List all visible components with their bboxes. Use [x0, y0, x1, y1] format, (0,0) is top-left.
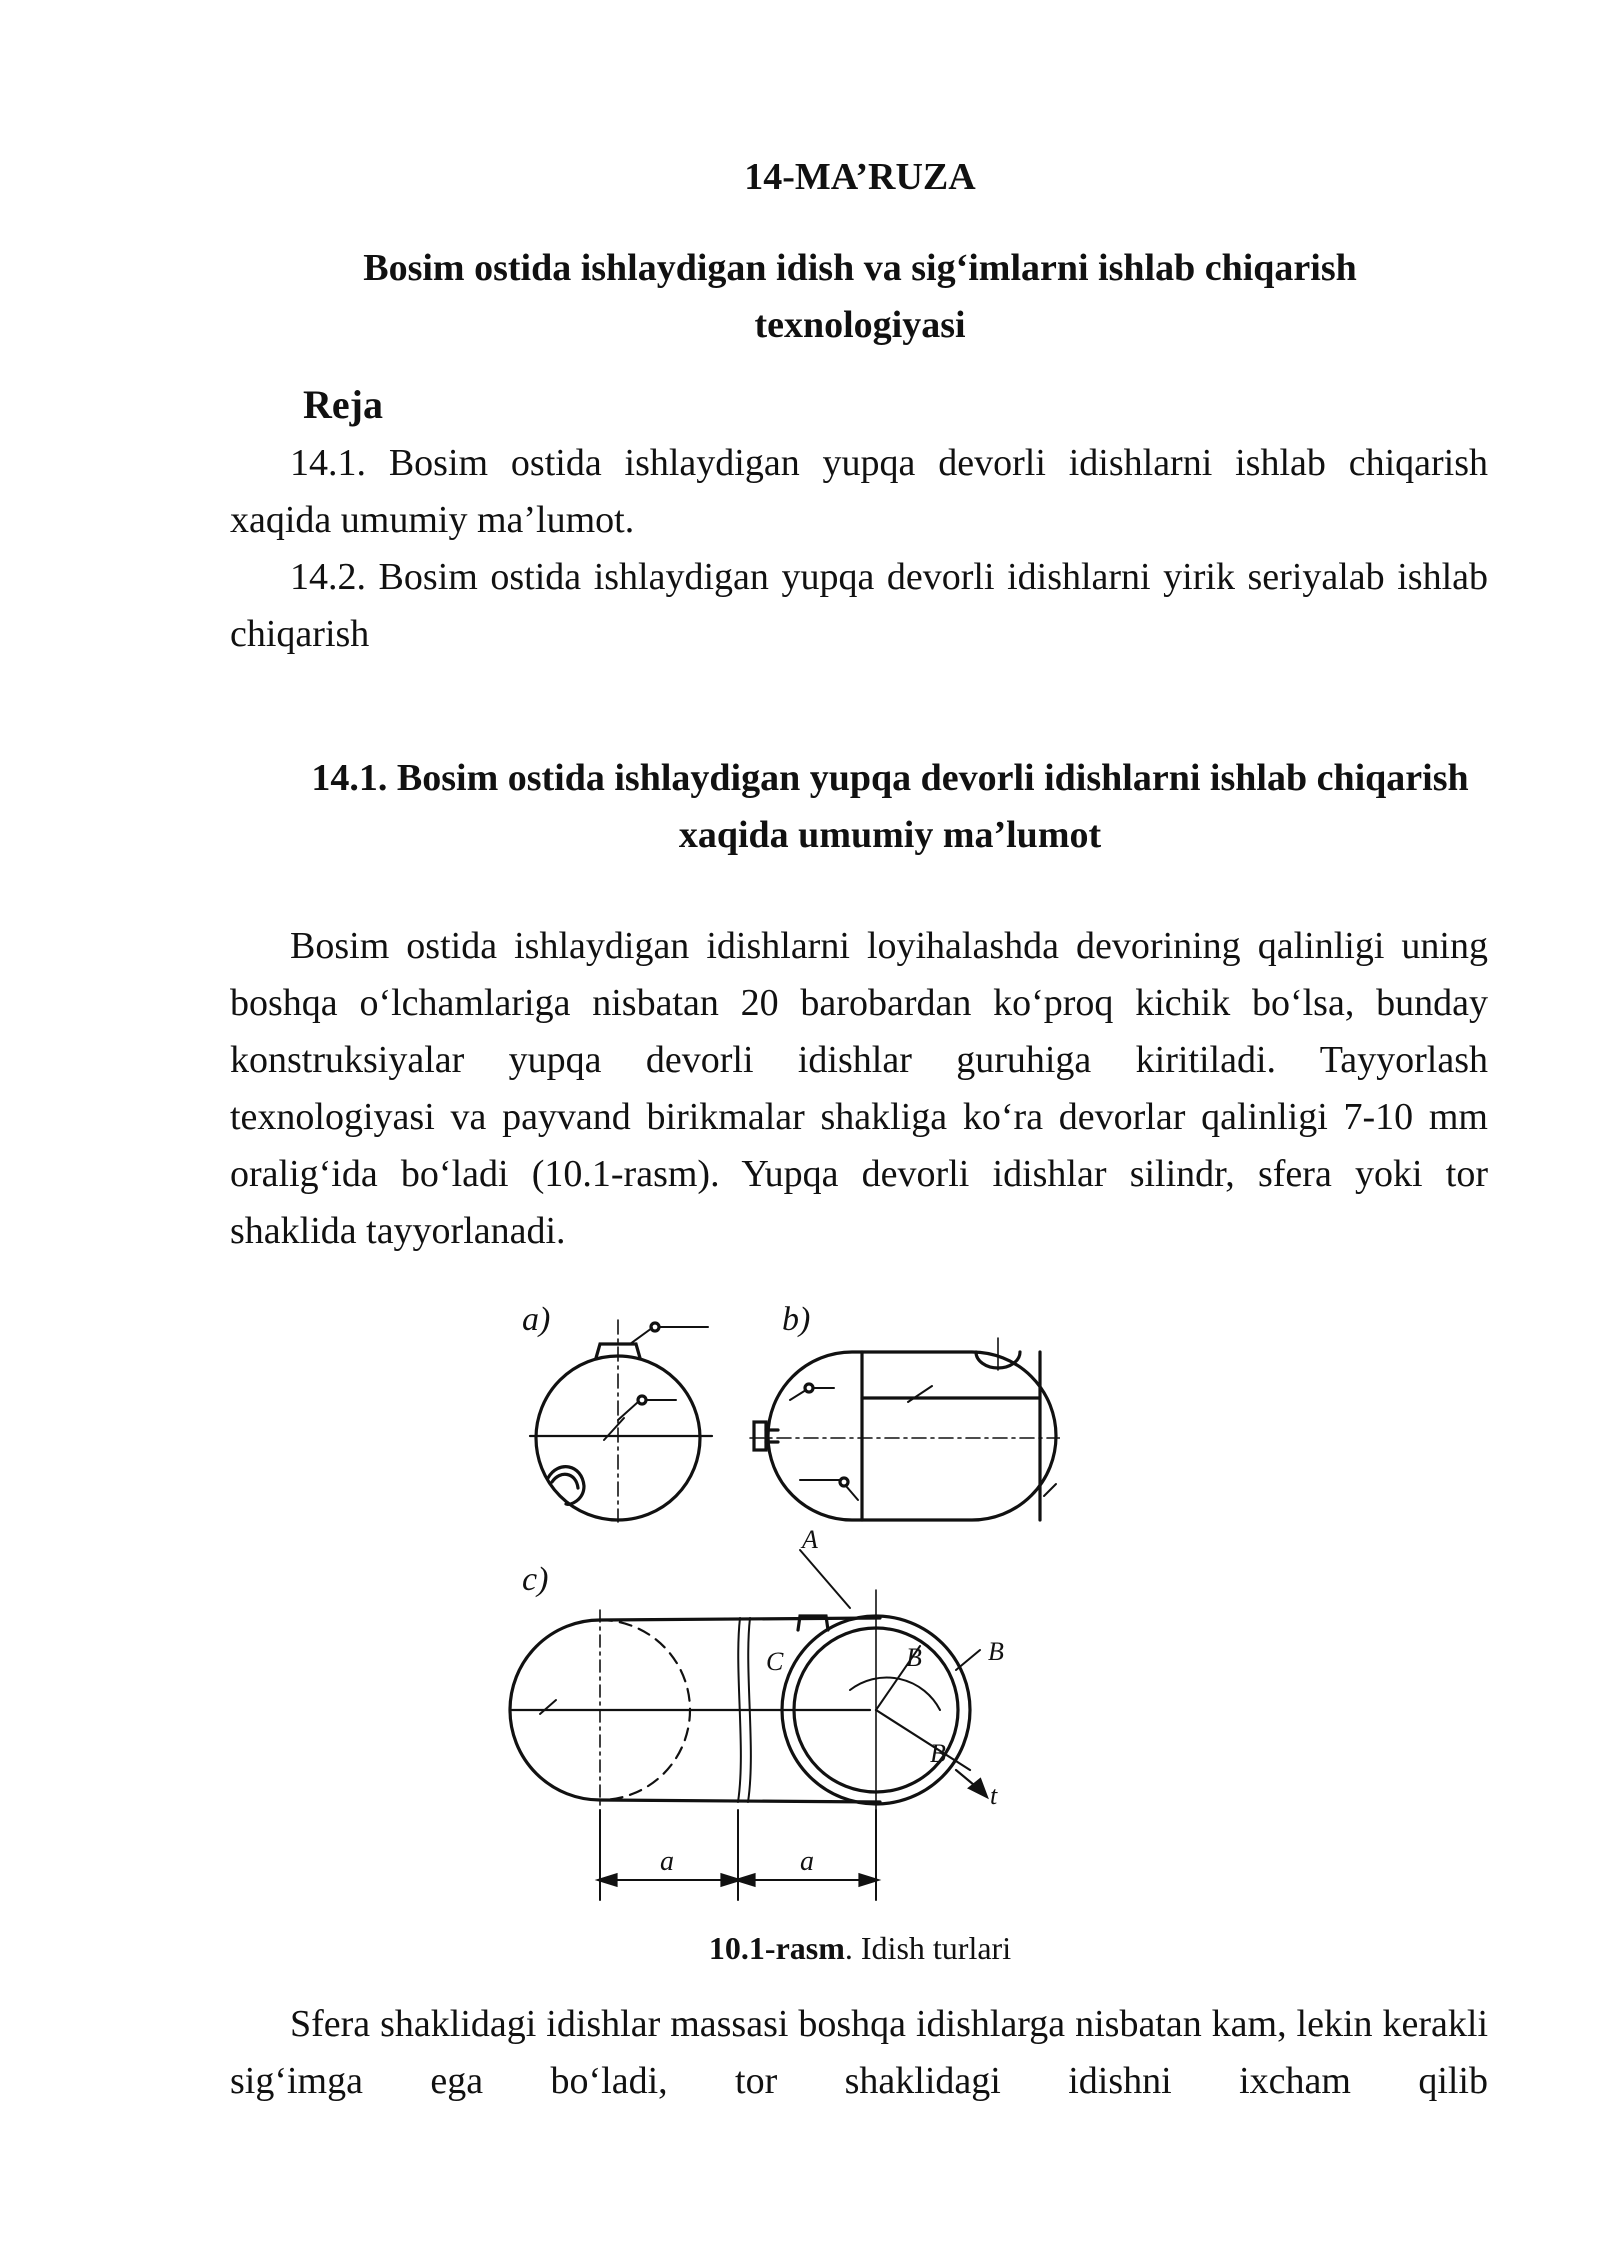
- paragraph-2-text: Sfera shaklidagi idishlar massasi boshqa idishlarga nisbatan kam, lekin kerakli sig‘imga ega bo‘ladi, tor shaklidagi idishni ixcham qilib: [230, 2003, 1488, 2102]
- mark-B-outer: B: [988, 1637, 1004, 1666]
- vessel-figure: [500, 1290, 1060, 1905]
- paragraph-2: [230, 1996, 1488, 2110]
- paragraph-1: [230, 918, 1488, 1260]
- mark-A: A: [802, 1525, 818, 1554]
- label-a: a): [522, 1301, 551, 1338]
- mark-t: t: [990, 1781, 998, 1810]
- plan-item-1: 14.1. Bosim ostida ishlaydigan yupqa devorli idishlarni ishlab chiqarish xaqida umumiy ma’lumot.: [230, 442, 1488, 541]
- sphere-vessel: [530, 1320, 712, 1522]
- cylinder-vessel: [750, 1338, 1060, 1520]
- lecture-title: 14-MA’RUZA: [744, 156, 976, 198]
- label-b: b): [782, 1301, 811, 1338]
- mark-B-inner-bottom: B: [930, 1739, 946, 1768]
- plan-item-2: 14.2. Bosim ostida ishlaydigan yupqa devorli idishlarni yirik seriyalab ishlab chiqarish: [230, 556, 1488, 655]
- dimension-a-right: a: [800, 1846, 814, 1877]
- mark-B-inner-top: B: [906, 1643, 922, 1672]
- plan-heading: Reja: [303, 382, 383, 427]
- paragraph-1-text: Bosim ostida ishlaydigan idishlarni loyihalashda devorining qalinligi uning boshqa o‘lchamlariga nisbatan 20 barobardan ko‘proq kichik bo‘lsa, bunday konstruksiyalar yupqa devorli idishlar guruhiga kiritiladi. Tayyorlash texnologiyasi va payvand birikmalar shakliga ko‘ra devorlar qalinligi 7-10 mm oralig‘ida bo‘ladi (10.1-rasm). Yupqa devorli idishlar silindr, sfera yoki tor shaklida tayyorlanadi.: [230, 925, 1488, 1252]
- torus-vessel: [510, 1550, 986, 1900]
- section-title: 14.1. Bosim ostida ishlaydigan yupqa devorli idishlarni ishlab chiqarish xaqida umumiy ma’lumot: [311, 757, 1469, 856]
- topic-title: Bosim ostida ishlaydigan idish va sig‘imlarni ishlab chiqarish texnologiyasi: [363, 247, 1357, 346]
- caption-text: . Idish turlari: [844, 1930, 1012, 1966]
- mark-C: C: [766, 1647, 784, 1676]
- caption-label: 10.1-rasm: [708, 1930, 845, 1966]
- plan-list: [230, 435, 1488, 663]
- figure-caption: [0, 1930, 1600, 1967]
- vessel-drawing: [500, 1290, 1060, 1905]
- label-c: c): [522, 1561, 549, 1598]
- dimension-a-left: a: [660, 1846, 674, 1877]
